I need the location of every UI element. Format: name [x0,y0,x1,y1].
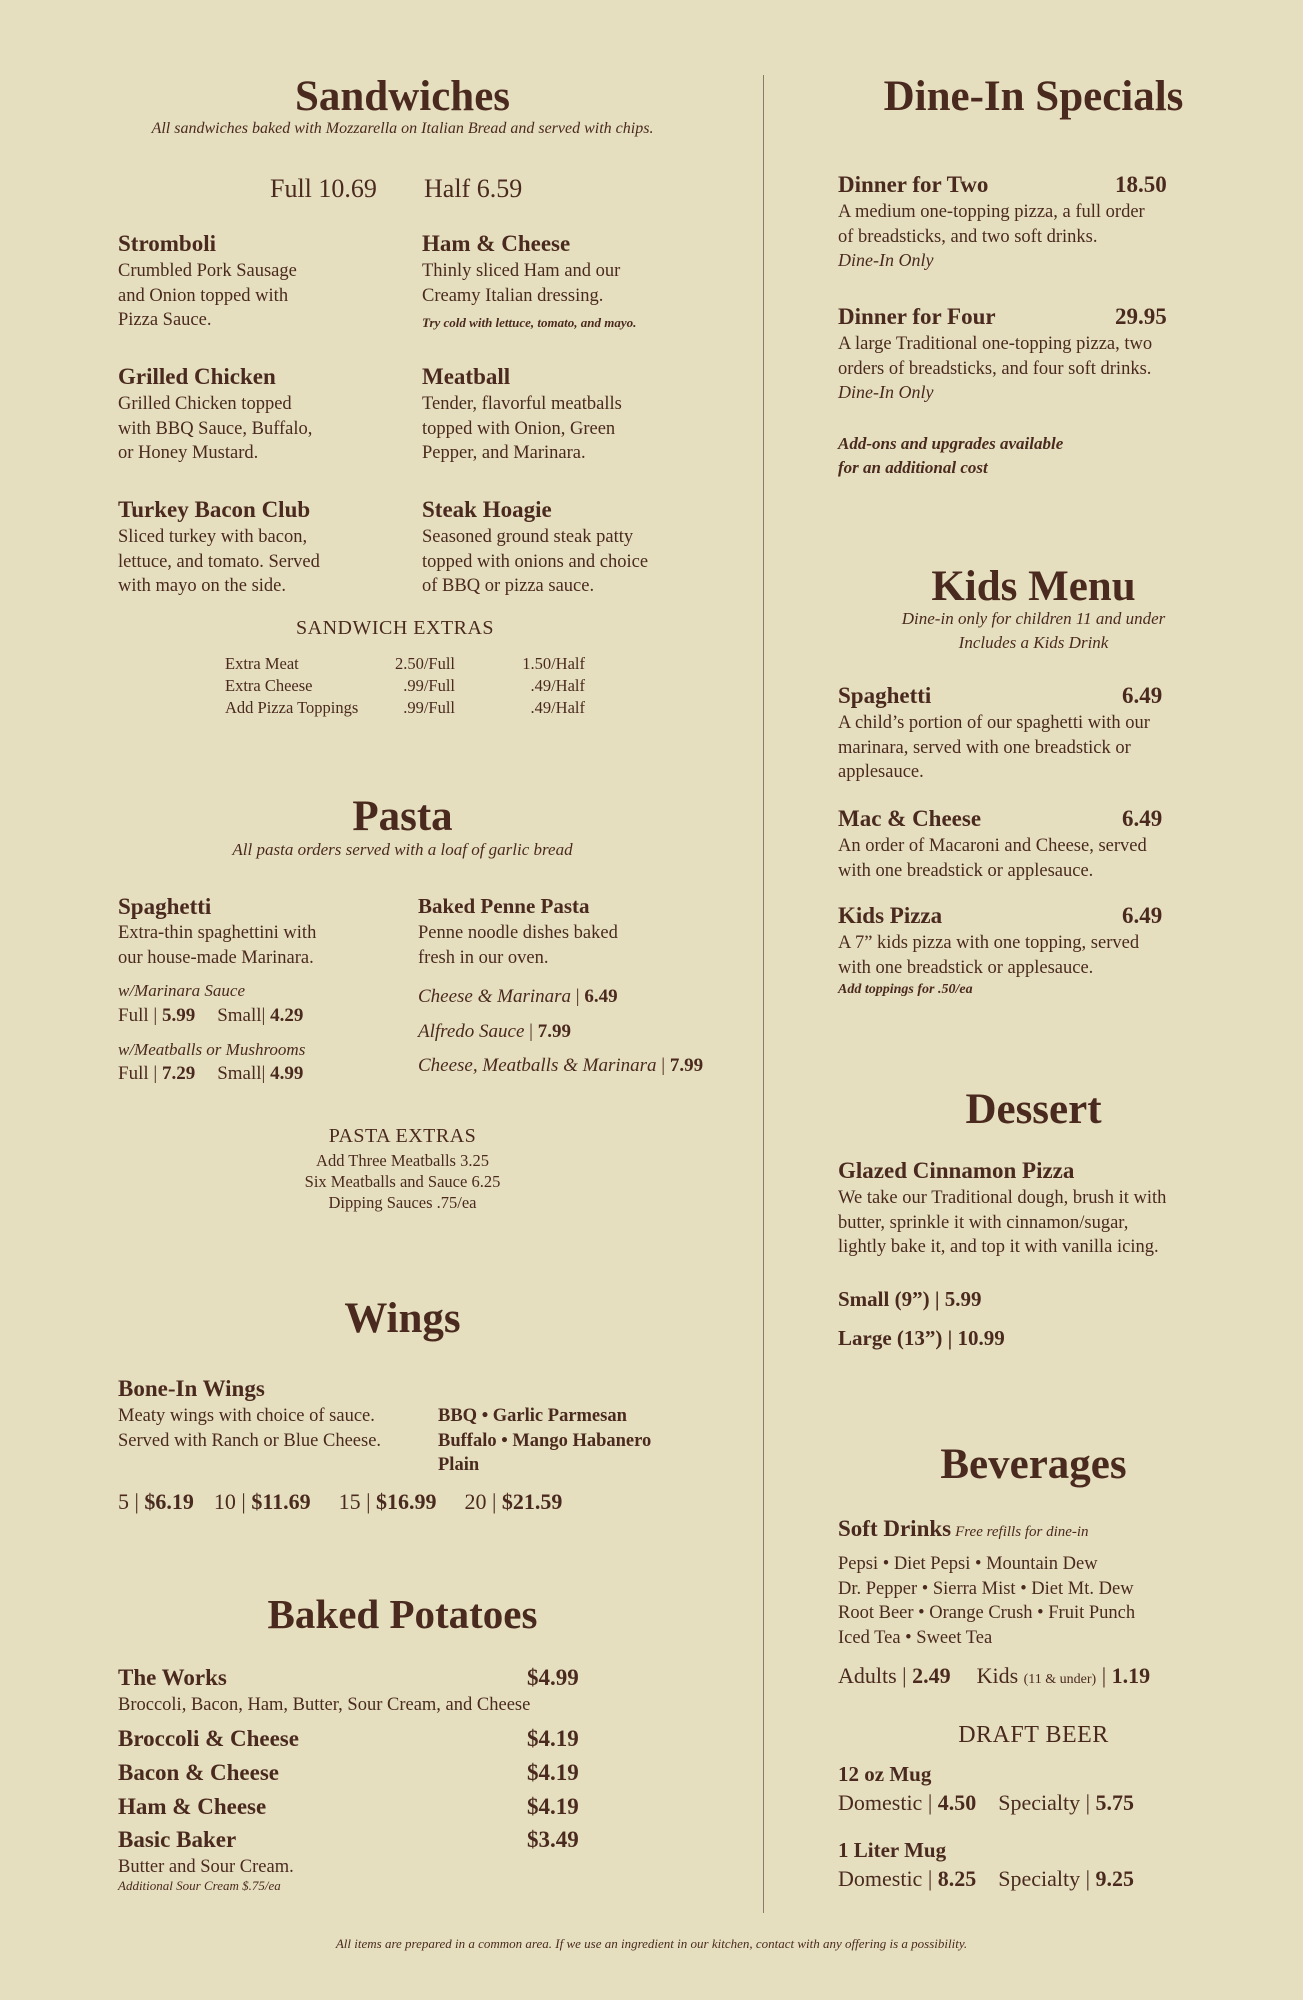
item-note: Try cold with lettuce, tomato, and mayo. [422,315,637,330]
item-name: Stromboli [118,231,216,256]
item-name: Broccoli & Cheese [118,1726,299,1751]
item-name: Basic Baker [118,1827,237,1852]
wings-sauces: BBQ • Garlic Parmesan Buffalo • Mango Habanero Plain [438,1406,652,1475]
kids-title: Kids Menu [931,563,1136,610]
item-price: $4.19 [527,1726,579,1751]
item-desc: Extra-thin spaghettini with our house-made Marinara. [118,923,317,968]
extras-full: 2.50/Full .99/Full .99/Full [394,654,455,717]
item-price: 18.50 [1115,172,1167,197]
item-desc: Tender, flavorful meatballs topped with Onion, Green Pepper, and Marinara. [422,394,622,463]
item-prices: Domestic | 8.25 Specialty | 9.25 [838,1866,1135,1891]
option-label: w/Meatballs or Mushrooms [118,1040,306,1059]
item-name: Bacon & Cheese [118,1760,279,1785]
item-name: Grilled Chicken [118,364,276,389]
item-desc: Thinly sliced Ham and our Creamy Italian dressing. [422,261,621,306]
item-name: Baked Penne Pasta [418,894,590,918]
sandwiches-subtitle: All sandwiches baked with Mozzarella on Italian Bread and served with chips. [151,120,654,137]
pasta-title: Pasta [352,793,453,840]
penne-option: Cheese & Marinara | 6.49 [418,986,618,1007]
kids-subtitle-2: Includes a Kids Drink [958,633,1109,652]
sandwich-extras-title: SANDWICH EXTRAS [296,617,495,639]
dessert-large-price: Large (13”) | 10.99 [838,1326,1005,1350]
option-prices: Full | 5.99 Small| 4.29 [118,1005,304,1026]
option-label: w/Marinara Sauce [118,981,246,1000]
sandwich-full-price: Full 10.69 [270,174,377,203]
wings-prices: 5 | $6.19 10 | $11.69 15 | $16.99 20 | $21.59 [118,1489,563,1514]
item-price: 6.49 [1122,683,1163,708]
specials-title: Dine-In Specials [883,73,1184,120]
sandwiches-title: Sandwiches [294,73,511,120]
item-desc: Broccoli, Bacon, Ham, Butter, Sour Cream, and Cheese [118,1695,531,1715]
item-price: $3.49 [527,1827,579,1852]
item-price: 6.49 [1122,806,1163,831]
item-price: $4.19 [527,1794,579,1819]
item-prices: Domestic | 4.50 Specialty | 5.75 [838,1790,1135,1815]
item-desc: Crumbled Pork Sausage and Onion topped with Pizza Sauce. [118,261,297,330]
item-note: Add toppings for .50/ea [838,982,973,997]
potatoes-title: Baked Potatoes [267,1591,538,1637]
item-desc: An order of Macaroni and Cheese, served with one breadstick or applesauce. [838,836,1147,881]
item-name: Ham & Cheese [422,231,571,256]
item-desc: Sliced turkey with bacon, lettuce, and tomato. Served with mayo on the side. [118,527,320,596]
item-note: Dine-In Only [838,382,934,402]
item-name: Meatball [422,364,511,389]
item-name: 12 oz Mug [838,1762,932,1786]
dessert-title: Dessert [965,1086,1102,1133]
item-desc: A large Traditional one-topping pizza, two orders of breadsticks, and four soft drinks. [838,334,1153,379]
item-desc: A medium one-topping pizza, a full order of breadsticks, and two soft drinks. [838,202,1145,247]
item-desc: Grilled Chicken topped with BBQ Sauce, Buffalo, or Honey Mustard. [118,394,313,463]
sandwich-half-price: Half 6.59 [424,174,523,203]
item-name: The Works [118,1665,227,1690]
item-note: Additional Sour Cream $.75/ea [118,1878,281,1893]
item-desc: Seasoned ground steak patty topped with onions and choice of BBQ or pizza sauce. [422,527,649,596]
wings-title: Wings [344,1295,461,1342]
item-name: Spaghetti [838,683,932,708]
item-name: Kids Pizza [838,903,943,928]
item-name: Steak Hoagie [422,497,552,522]
item-desc: A child’s portion of our spaghetti with our marinara, served with one breadstick or applesauce. [838,713,1150,782]
wings-item-name: Bone-In Wings [118,1376,265,1401]
penne-option: Alfredo Sauce | 7.99 [418,1021,571,1042]
pasta-extras-list: Add Three Meatballs 3.25 Six Meatballs and Sauce 6.25 Dipping Sauces .75/ea [304,1151,501,1212]
extras-items: Extra Meat Extra Cheese Add Pizza Toppings [225,654,359,717]
soft-drinks-heading: Soft Drinks Free refills for dine-in [838,1516,1089,1541]
item-price: 6.49 [1122,903,1163,928]
specials-addons-note: Add-ons and upgrades available for an additional cost [838,434,1064,477]
item-name: Mac & Cheese [838,806,982,831]
item-name: Turkey Bacon Club [118,497,311,522]
soft-drinks-prices: Adults | 2.49 Kids (11 & under) | 1.19 [838,1663,1151,1688]
allergen-footer: All items are prepared in a common area. If we use an ingredient in our kitchen, contact with any offering is a possibility. [335,1936,968,1951]
item-name: Dinner for Four [838,304,996,329]
option-prices: Full | 7.29 Small| 4.99 [118,1063,304,1084]
item-desc: A 7” kids pizza with one topping, served with one breadstick or applesauce. [838,933,1140,978]
dessert-desc: We take our Traditional dough, brush it with butter, sprinkle it with cinnamon/sugar, lightly bake it, and top it with vanilla icing. [838,1188,1167,1257]
extras-half: 1.50/Half .49/Half .49/Half [522,654,585,717]
wings-desc: Meaty wings with choice of sauce. Served with Ranch or Blue Cheese. [118,1406,382,1451]
item-name: Dinner for Two [838,172,989,197]
item-desc: Butter and Sour Cream. [118,1857,294,1877]
pasta-subtitle: All pasta orders served with a loaf of garlic bread [232,840,573,859]
soft-drinks-list: Pepsi • Diet Pepsi • Mountain Dew Dr. Pepper • Sierra Mist • Diet Mt. Dew Root Beer • Orange Crush • Fruit Punch Iced Tea • Sweet Tea [838,1554,1136,1648]
dessert-small-price: Small (9”) | 5.99 [838,1287,982,1311]
dessert-item-name: Glazed Cinnamon Pizza [838,1158,1075,1183]
item-price: $4.19 [527,1760,579,1785]
item-price: 29.95 [1115,304,1167,329]
item-name: Spaghetti [118,894,212,919]
item-desc: Penne noodle dishes baked fresh in our oven. [418,923,618,968]
item-name: Ham & Cheese [118,1794,267,1819]
kids-subtitle-1: Dine-in only for children 11 and under [901,609,1166,628]
item-note: Dine-In Only [838,250,934,270]
draft-beer-title: DRAFT BEER [958,1722,1109,1748]
penne-option: Cheese, Meatballs & Marinara | 7.99 [418,1055,704,1076]
beverages-title: Beverages [940,1441,1127,1488]
item-price: $4.99 [527,1665,579,1690]
item-name: 1 Liter Mug [838,1838,947,1862]
pasta-extras-title: PASTA EXTRAS [328,1125,477,1147]
